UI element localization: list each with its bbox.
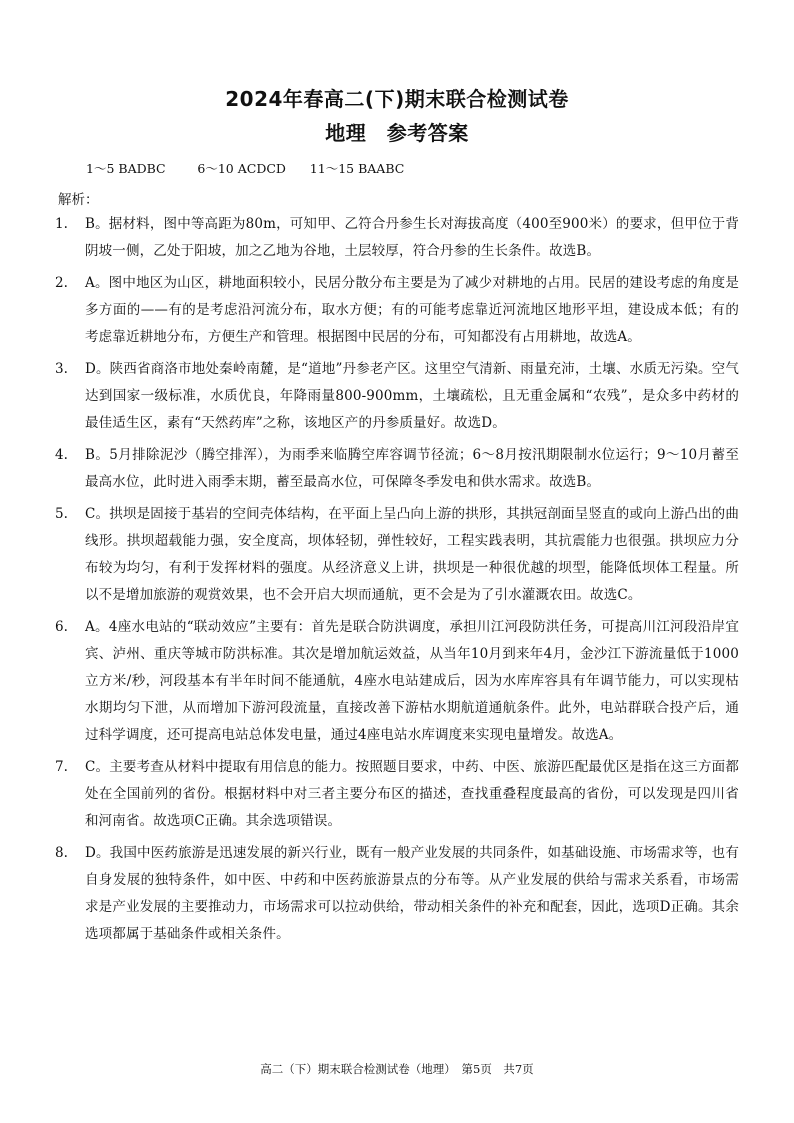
item-text: D。我国中医药旅游是迅速发展的新兴行业，既有一般产业发展的共同条件，如基础设施、市场需求等，也有自身发展的独特条件，如中医、中药和中医药旅游景点的分布等。从产业发展的供给与需求关系看，市场需求是产业发展的主要推动力，市场需求可以拉动供给，带动相关条件的补充和配套，因此，选项D正确。其余选项都属于基础条件或相关条件。 bbox=[85, 845, 739, 942]
item-text: A。图中地区为山区，耕地面积较小，民居分散分布主要是为了减少对耕地的占用。民居的建设考虑的角度是多方面的——有的是考虑沿河流分布，取水方便；有的可能考虑靠近河流地区地形平坦，建设成本低；有的考虑靠近耕地分布，方便生产和管理。根据图中民居的分布，可知都没有占用耕地，故选A。 bbox=[85, 275, 739, 345]
exam-title: 2024年春高二(下)期末联合检测试卷 bbox=[225, 87, 569, 111]
analysis-item-5 bbox=[55, 501, 739, 609]
item-number: 6. bbox=[55, 619, 68, 635]
answer-key-row bbox=[86, 159, 404, 177]
item-number: 2. bbox=[55, 275, 68, 291]
analysis-item-3 bbox=[55, 356, 739, 437]
item-text: A。4座水电站的“联动效应”主要有：首先是联合防洪调度，承担川江河段防洪任务，可提高川江河段沿岸宜宾、泸州、重庆等城市防洪标准。其次是增加航运效益，从当年10月到来年4月，金沙江下游流量低于1000立方米/秒，河段基本有半年时间不能通航，4座水电站建成后，因为水库库容具有年调节能力，可以实现枯水期均匀下泄，从而增加下游河段流量，直接改善下游枯水期航道通航条件。此外，电站群联合投产后，通过科学调度，还可提高电站总体发电量，通过4座电站水库调度来实现电量增发。故选A。 bbox=[85, 619, 739, 743]
item-text: B。5月排除泥沙（腾空排浑），为雨季来临腾空库容调节径流；6～8月按汛期限制水位运行；9～10月蓄至最高水位，此时进入雨季末期，蓄至最高水位，可保障冬季发电和供水需求。故选B。 bbox=[85, 447, 739, 490]
page-footer: 高二（下）期末联合检测试卷（地理） 第5页 共7页 bbox=[260, 1062, 534, 1076]
item-text: C。主要考查从材料中提取有用信息的能力。按照题目要求，中药、中医、旅游匹配最优区是指在这三方面都处在全国前列的省份。根据材料中对三者主要分布区的描述，查找重叠程度最高的省份，可以发现是四川省和河南省。故选项C正确。其余选项错误。 bbox=[85, 759, 739, 829]
analysis-item-4 bbox=[55, 442, 739, 496]
answer-group-1: 1～5 BADBC bbox=[86, 161, 166, 176]
analysis-list bbox=[55, 211, 739, 953]
analysis-item-6 bbox=[55, 614, 739, 749]
item-number: 1. bbox=[55, 216, 68, 232]
analysis-label: 解析： bbox=[58, 192, 99, 208]
answer-group-2: 6～10 ACDCD bbox=[197, 161, 286, 176]
item-text: B。据材料，图中等高距为80m，可知甲、乙符合丹参生长对海拔高度（400至900米）的要求，但甲位于背阴坡一侧，乙处于阳坡，加之乙地为谷地，土层较厚，符合丹参的生长条件。故选B。 bbox=[85, 216, 739, 259]
analysis-item-8 bbox=[55, 840, 739, 948]
exam-subtitle: 地理 参考答案 bbox=[325, 121, 469, 145]
item-number: 7. bbox=[55, 759, 68, 775]
item-text: D。陕西省商洛市地处秦岭南麓，是“道地”丹参老产区。这里空气清新、雨量充沛，土壤、水质无污染。空气达到国家一级标准，水质优良，年降雨量800-900mm，土壤疏松，且无重金属和“农残”，是众多中药材的最佳适生区，素有“天然药库”之称，该地区产的丹参质量好。故选D。 bbox=[85, 361, 739, 431]
item-number: 5. bbox=[55, 506, 68, 522]
item-number: 8. bbox=[55, 845, 68, 861]
analysis-item-1 bbox=[55, 211, 739, 265]
answer-group-3: 11～15 BAABC bbox=[309, 161, 405, 176]
item-number: 4. bbox=[55, 447, 68, 463]
analysis-item-2 bbox=[55, 270, 739, 351]
item-number: 3. bbox=[55, 361, 68, 377]
analysis-item-7 bbox=[55, 754, 739, 835]
item-text: C。拱坝是固接于基岩的空间壳体结构，在平面上呈凸向上游的拱形，其拱冠剖面呈竖直的或向上游凸出的曲线形。拱坝超载能力强，安全度高，坝体轻韧，弹性较好，工程实践表明，其抗震能力也很强。拱坝应力分布较为均匀，有利于发挥材料的强度。从经济意义上讲，拱坝是一种很优越的坝型，能降低坝体工程量。所以不是增加旅游的观赏效果，也不会开启大坝而通航，更不会是为了引水灌溉农田。故选C。 bbox=[85, 506, 739, 603]
